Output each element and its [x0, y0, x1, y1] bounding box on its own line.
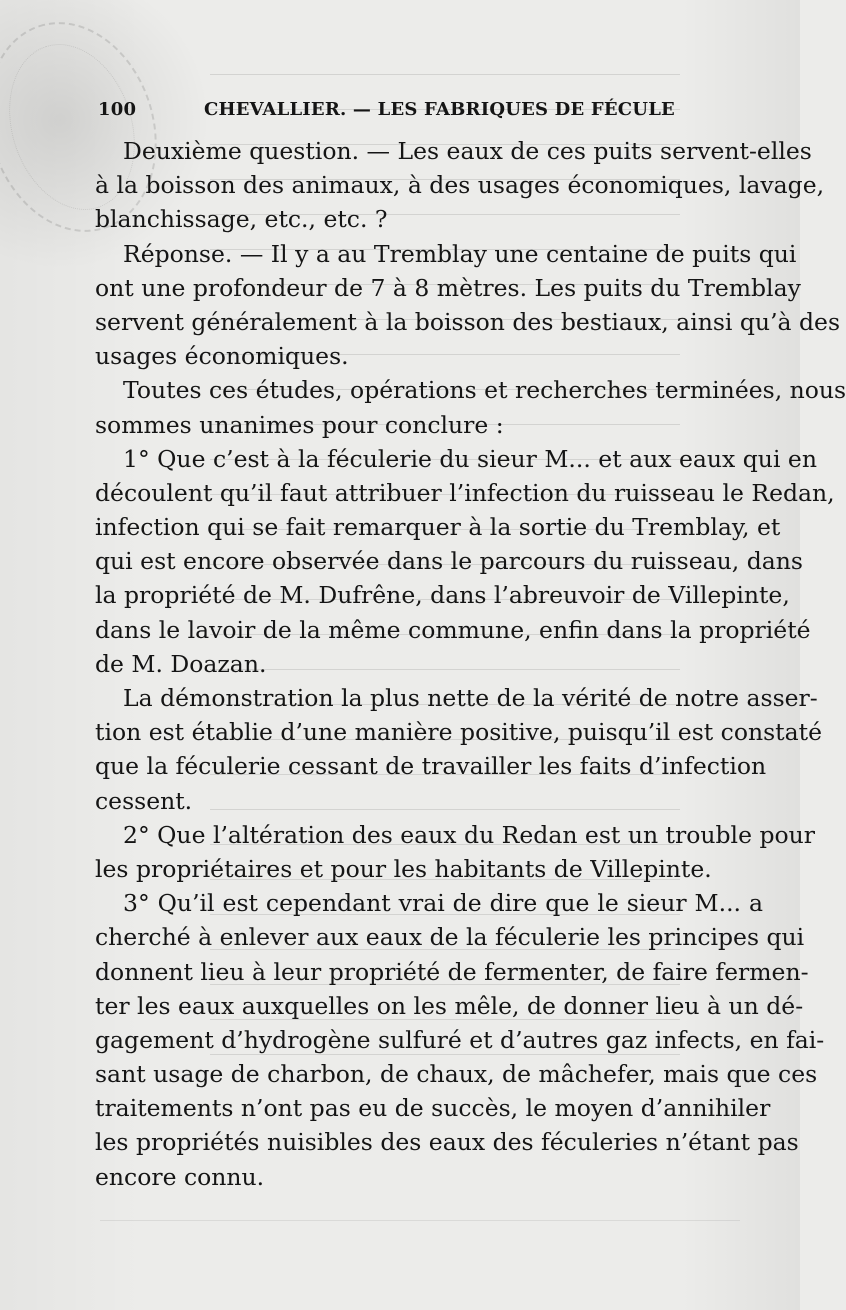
- text-line: La démonstration la plus nette de la vérité de notre asser-: [123, 684, 818, 712]
- bleed-through-footnote: [100, 1220, 740, 1281]
- text-line: ter les eaux auxquelles on les mêle, de donner lieu à un dé-: [95, 991, 804, 1020]
- text-line: infection qui se fait remarquer à la sortie du Tremblay, et: [95, 513, 781, 542]
- text-line: donnent lieu à leur propriété de fermenter, de faire fermen-: [95, 957, 809, 986]
- text-line: découlent qu’il faut attribuer l’infection du ruisseau le Redan,: [95, 478, 835, 507]
- text-line: 3° Qu’il est cependant vrai de dire que le sieur M... a: [123, 889, 763, 918]
- text-line: cherché à enlever aux eaux de la féculerie les principes qui: [95, 923, 805, 952]
- text-line: la propriété de M. Dufrêne, dans l’abreuvoir de Villepinte,: [95, 581, 790, 610]
- page-body: [95, 134, 846, 1194]
- text-line: sant usage de charbon, de chaux, de mâchefer, mais que ces: [95, 1060, 818, 1089]
- text-line: gagement d’hydrogène sulfuré et d’autres gaz infects, en fai-: [95, 1025, 825, 1054]
- running-head: CHEVALLIER. — LES FABRIQUES DE FÉCULE: [204, 99, 675, 120]
- text-line: sommes unanimes pour conclure :: [95, 410, 504, 439]
- text-line: servent généralement à la boisson des bestiaux, ainsi qu’à des: [95, 307, 841, 336]
- text-line: 1° Que c’est à la féculerie du sieur M... et aux eaux qui en: [123, 444, 817, 473]
- text-line: tion est établie d’une manière positive, puisqu’il est constaté: [95, 718, 822, 747]
- text-line: blanchissage, etc., etc. ?: [95, 205, 388, 234]
- text-line: cessent.: [95, 786, 193, 815]
- text-line: les propriétés nuisibles des eaux des féculeries n’étant pas: [95, 1128, 799, 1157]
- text-line: les propriétaires et pour les habitants de Villepinte.: [95, 854, 712, 883]
- text-line: Deuxième question. — Les eaux de ces puits servent-elles: [123, 137, 812, 165]
- text-line: 2° Que l’altération des eaux du Redan est un trouble pour: [123, 820, 816, 849]
- text-line: Réponse. — Il y a au Tremblay une centaine de puits qui: [123, 239, 797, 268]
- text-line: à la boisson des animaux, à des usages économiques, lavage,: [95, 171, 825, 200]
- text-line: Toutes ces études, opérations et recherches terminées, nous: [123, 376, 846, 405]
- text-line: dans le lavoir de la même commune, enfin dans la propriété: [95, 615, 811, 644]
- text-line: usages économiques.: [95, 342, 349, 371]
- text-line: que la féculerie cessant de travailler les faits d’infection: [95, 752, 767, 781]
- text-line: ont une profondeur de 7 à 8 mètres. Les puits du Tremblay: [95, 273, 801, 302]
- page-number: 100: [98, 99, 137, 120]
- text-line: encore connu.: [95, 1162, 265, 1191]
- text-line: de M. Doazan.: [95, 649, 267, 678]
- text-line: traitements n’ont pas eu de succès, le moyen d’annihiler: [95, 1094, 771, 1123]
- text-line: qui est encore observée dans le parcours du ruisseau, dans: [95, 547, 803, 576]
